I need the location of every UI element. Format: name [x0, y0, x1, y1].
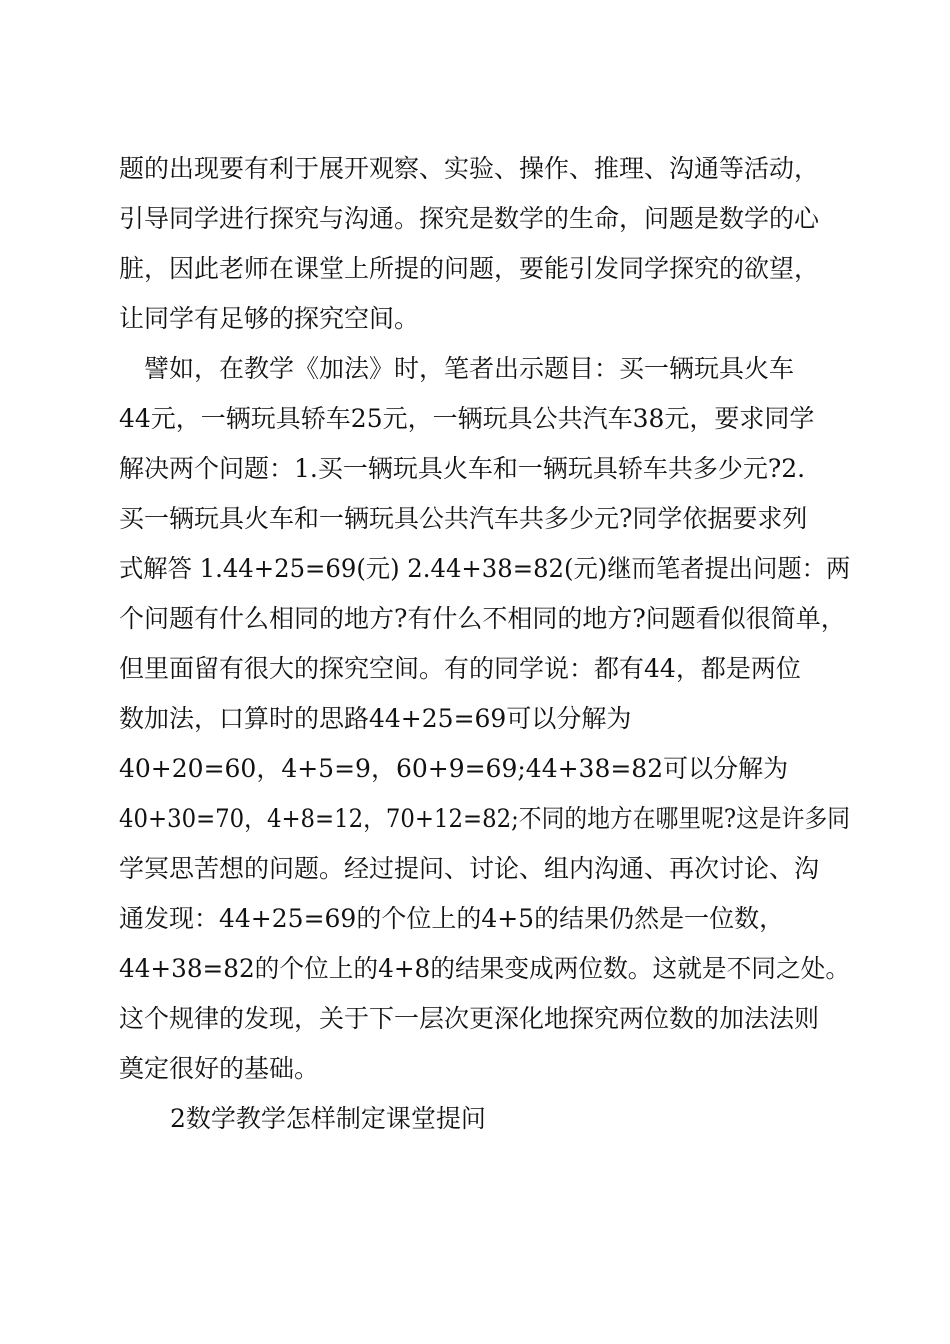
- paragraph-line: 式解答 1.44+25=69(元) 2.44+38=82(元)继而笔者提出问题：两: [119, 554, 851, 583]
- paragraph-line: 解决两个问题：1.买一辆玩具火车和一辆玩具轿车共多少元?2.: [119, 454, 806, 483]
- section-heading: 2数学教学怎样制定课堂提问: [170, 1104, 486, 1133]
- paragraph-line: 学冥思苦想的问题。经过提问、讨论、组内沟通、再次讨论、沟: [119, 854, 820, 883]
- paragraph-line: 奠定很好的基础。: [119, 1054, 320, 1083]
- paragraph-line: 引导同学进行探究与沟通。探究是数学的生命，问题是数学的心: [119, 204, 820, 233]
- paragraph-line: 譬如，在教学《加法》时，笔者出示题目：买一辆玩具火车: [144, 354, 795, 383]
- paragraph-line: 题的出现要有利于展开观察、实验、操作、推理、沟通等活动，: [119, 154, 820, 183]
- paragraph-line: 这个规律的发现，关于下一层次更深化地探究两位数的加法法则: [119, 1004, 820, 1033]
- paragraph-line: 让同学有足够的探究空间。: [119, 304, 420, 333]
- paragraph-line: 个问题有什么相同的地方?有什么不相同的地方?问题看似很简单，: [119, 604, 846, 633]
- paragraph-line: 40+20=60，4+5=9，60+9=69;44+38=82可以分解为: [119, 754, 789, 783]
- paragraph-line: 数加法，口算时的思路44+25=69可以分解为: [119, 704, 632, 733]
- paragraph-line: 44+38=82的个位上的4+8的结果变成两位数。这就是不同之处。: [119, 954, 851, 983]
- paragraph-line: 但里面留有很大的探究空间。有的同学说：都有44，都是两位: [119, 654, 801, 683]
- paragraph-line: 买一辆玩具火车和一辆玩具公共汽车共多少元?同学依据要求列: [119, 504, 808, 533]
- paragraph-line: 脏，因此老师在课堂上所提的问题，要能引发同学探究的欲望，: [119, 254, 820, 283]
- paragraph-line: 40+30=70，4+8=12，70+12=82;不同的地方在哪里呢?这是许多同: [119, 804, 851, 833]
- paragraph-line: 通发现：44+25=69的个位上的4+5的结果仍然是一位数，: [119, 904, 785, 933]
- paragraph-line: 44元，一辆玩具轿车25元，一辆玩具公共汽车38元，要求同学: [119, 404, 815, 433]
